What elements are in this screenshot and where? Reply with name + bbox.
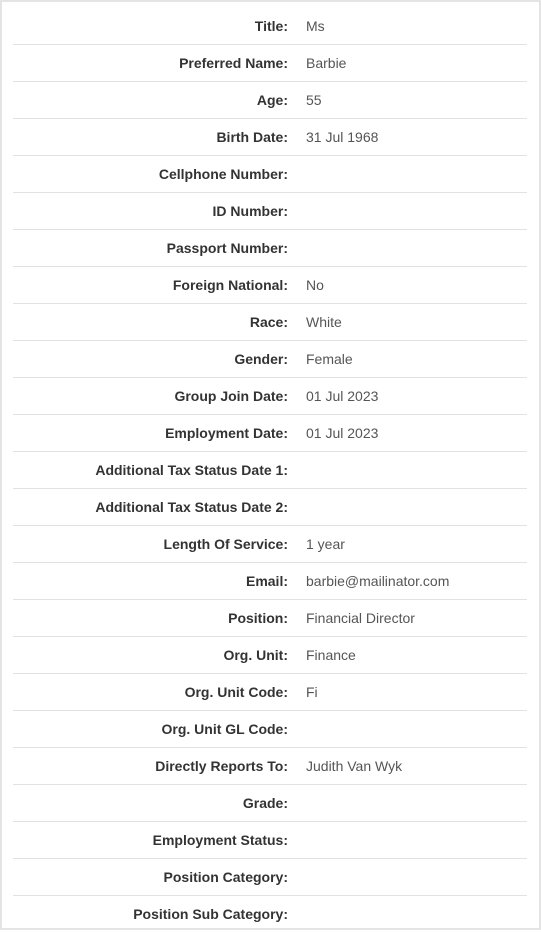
field-row-position-sub-category bbox=[13, 896, 527, 932]
field-value: Financial Director bbox=[306, 610, 415, 626]
field-row-additional-tax-status-date-2 bbox=[13, 489, 527, 526]
field-value: Fi bbox=[306, 684, 318, 700]
field-value: 31 Jul 1968 bbox=[306, 129, 379, 145]
field-value: 01 Jul 2023 bbox=[306, 425, 379, 441]
field-value: Judith Van Wyk bbox=[306, 758, 403, 774]
field-label: Position: bbox=[228, 610, 288, 626]
field-label: ID Number: bbox=[212, 203, 288, 219]
field-row-position-category bbox=[13, 859, 527, 896]
field-label: Org. Unit Code: bbox=[184, 684, 288, 700]
field-label: Passport Number: bbox=[166, 240, 288, 256]
field-value: 01 Jul 2023 bbox=[306, 388, 379, 404]
field-label: Employment Status: bbox=[152, 832, 288, 848]
field-row-passport-number bbox=[13, 230, 527, 267]
field-label: Cellphone Number: bbox=[158, 166, 288, 182]
field-label: Gender: bbox=[234, 351, 288, 367]
field-row-id-number bbox=[13, 193, 527, 230]
field-label: Title: bbox=[254, 18, 288, 34]
field-label: Additional Tax Status Date 2: bbox=[95, 499, 288, 515]
field-label: Position Sub Category: bbox=[133, 906, 288, 922]
field-value: No bbox=[306, 277, 324, 293]
field-row-org-unit bbox=[13, 637, 527, 674]
field-label: Org. Unit: bbox=[223, 647, 288, 663]
field-row-email bbox=[13, 563, 527, 600]
field-row-employment-status bbox=[13, 822, 527, 859]
field-value: 55 bbox=[306, 92, 322, 108]
field-label: Foreign National: bbox=[172, 277, 288, 293]
field-row-birth-date bbox=[13, 119, 527, 156]
field-row-additional-tax-status-date-1 bbox=[13, 452, 527, 489]
field-label: Org. Unit GL Code: bbox=[161, 721, 288, 737]
field-row-employment-date bbox=[13, 415, 527, 452]
field-value: Ms bbox=[306, 18, 325, 34]
field-value: White bbox=[306, 314, 342, 330]
field-row-group-join-date bbox=[13, 378, 527, 415]
field-label: Race: bbox=[249, 314, 288, 330]
field-row-title bbox=[13, 8, 527, 45]
field-row-preferred-name bbox=[13, 45, 527, 82]
field-row-position bbox=[13, 600, 527, 637]
field-row-length-of-service bbox=[13, 526, 527, 563]
field-row-gender bbox=[13, 341, 527, 378]
field-label: Preferred Name: bbox=[179, 55, 288, 71]
field-label: Directly Reports To: bbox=[155, 758, 288, 774]
field-label: Email: bbox=[245, 573, 288, 589]
field-label: Grade: bbox=[242, 795, 288, 811]
field-row-grade bbox=[13, 785, 527, 822]
field-label: Age: bbox=[256, 92, 288, 108]
field-value: barbie@mailinator.com bbox=[306, 573, 450, 589]
field-row-org-unit-code bbox=[13, 674, 527, 711]
field-label: Length Of Service: bbox=[163, 536, 288, 552]
field-row-foreign-national bbox=[13, 267, 527, 304]
field-label: Birth Date: bbox=[216, 129, 288, 145]
field-row-org-unit-gl-code bbox=[13, 711, 527, 748]
field-label: Group Join Date: bbox=[174, 388, 288, 404]
field-value: 1 year bbox=[306, 536, 345, 552]
field-row-age bbox=[13, 82, 527, 119]
field-value: Female bbox=[306, 351, 353, 367]
field-value: Barbie bbox=[306, 55, 347, 71]
field-value: Finance bbox=[306, 647, 356, 663]
details-list bbox=[13, 8, 527, 932]
field-row-race bbox=[13, 304, 527, 341]
field-label: Employment Date: bbox=[165, 425, 288, 441]
field-label: Position Category: bbox=[163, 869, 288, 885]
field-row-directly-reports-to bbox=[13, 748, 527, 785]
field-row-cellphone-number bbox=[13, 156, 527, 193]
field-label: Additional Tax Status Date 1: bbox=[95, 462, 288, 478]
